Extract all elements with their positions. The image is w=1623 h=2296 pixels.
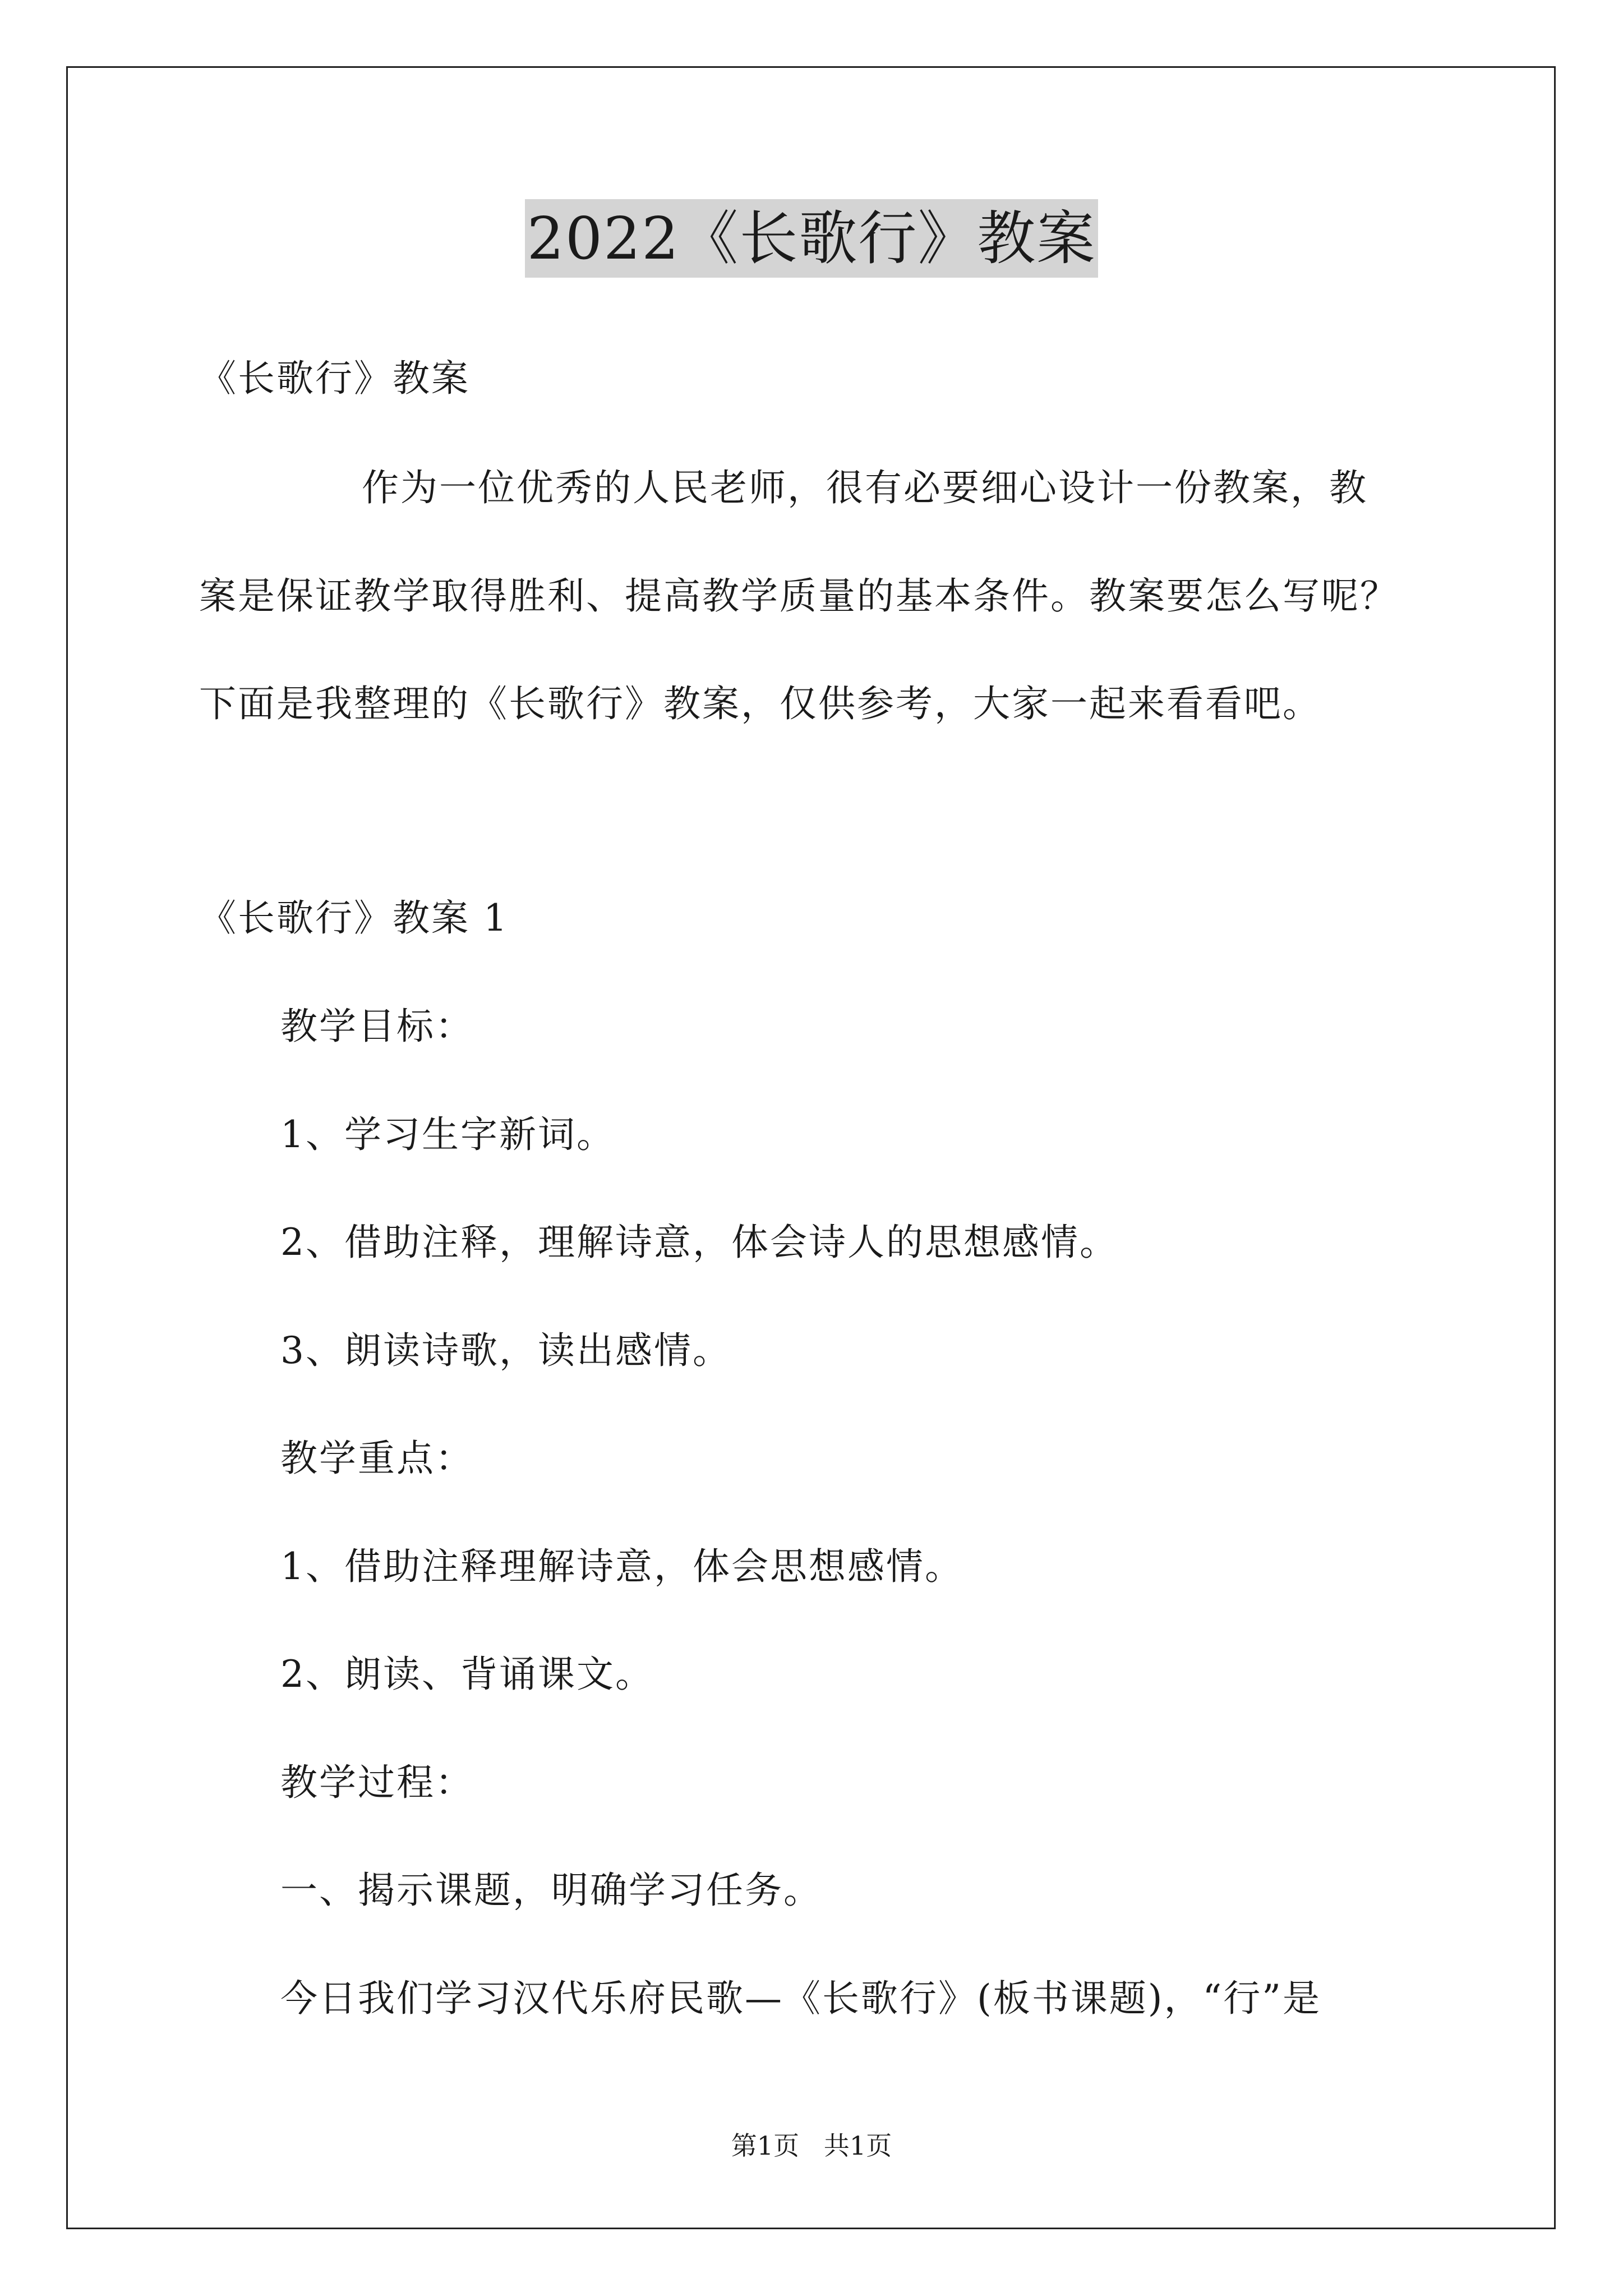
intro-line-2: 案是保证教学取得胜利、提高教学质量的基本条件。教案要怎么写呢？	[199, 574, 1399, 618]
body-line-10: 今日我们学习汉代乐府民歌—《长歌行》(板书课题)，“行”是	[280, 1977, 1321, 2020]
body-line-3: 2、借助注释，理解诗意，体会诗人的思想感情。	[280, 1221, 1118, 1264]
body-line-5: 教学重点：	[280, 1437, 474, 1480]
document-title: 2022《长歌行》教案	[525, 199, 1099, 278]
body-line-9: 一、揭示课题，明确学习任务。	[280, 1869, 822, 1912]
body-line-7: 2、朗读、背诵课文。	[280, 1653, 654, 1696]
section-title: 《长歌行》教案 1	[199, 896, 509, 940]
document-subtitle: 《长歌行》教案	[199, 357, 470, 400]
body-line-4: 3、朗读诗歌，读出感情。	[280, 1329, 731, 1372]
body-line-2: 1、学习生字新词。	[280, 1113, 615, 1156]
intro-line-3: 下面是我整理的《长歌行》教案，仅供参考，大家一起来看看吧。	[199, 682, 1321, 725]
body-line-1: 教学目标：	[280, 1005, 474, 1048]
intro-line-1: 作为一位优秀的人民老师，很有必要细心设计一份教案，教	[362, 466, 1368, 509]
title-container	[0, 199, 1623, 278]
body-line-6: 1、借助注释理解诗意，体会思想感情。	[280, 1545, 963, 1588]
page-footer: 第1页 共1页	[731, 2131, 892, 2161]
body-line-8: 教学过程：	[280, 1761, 474, 1804]
